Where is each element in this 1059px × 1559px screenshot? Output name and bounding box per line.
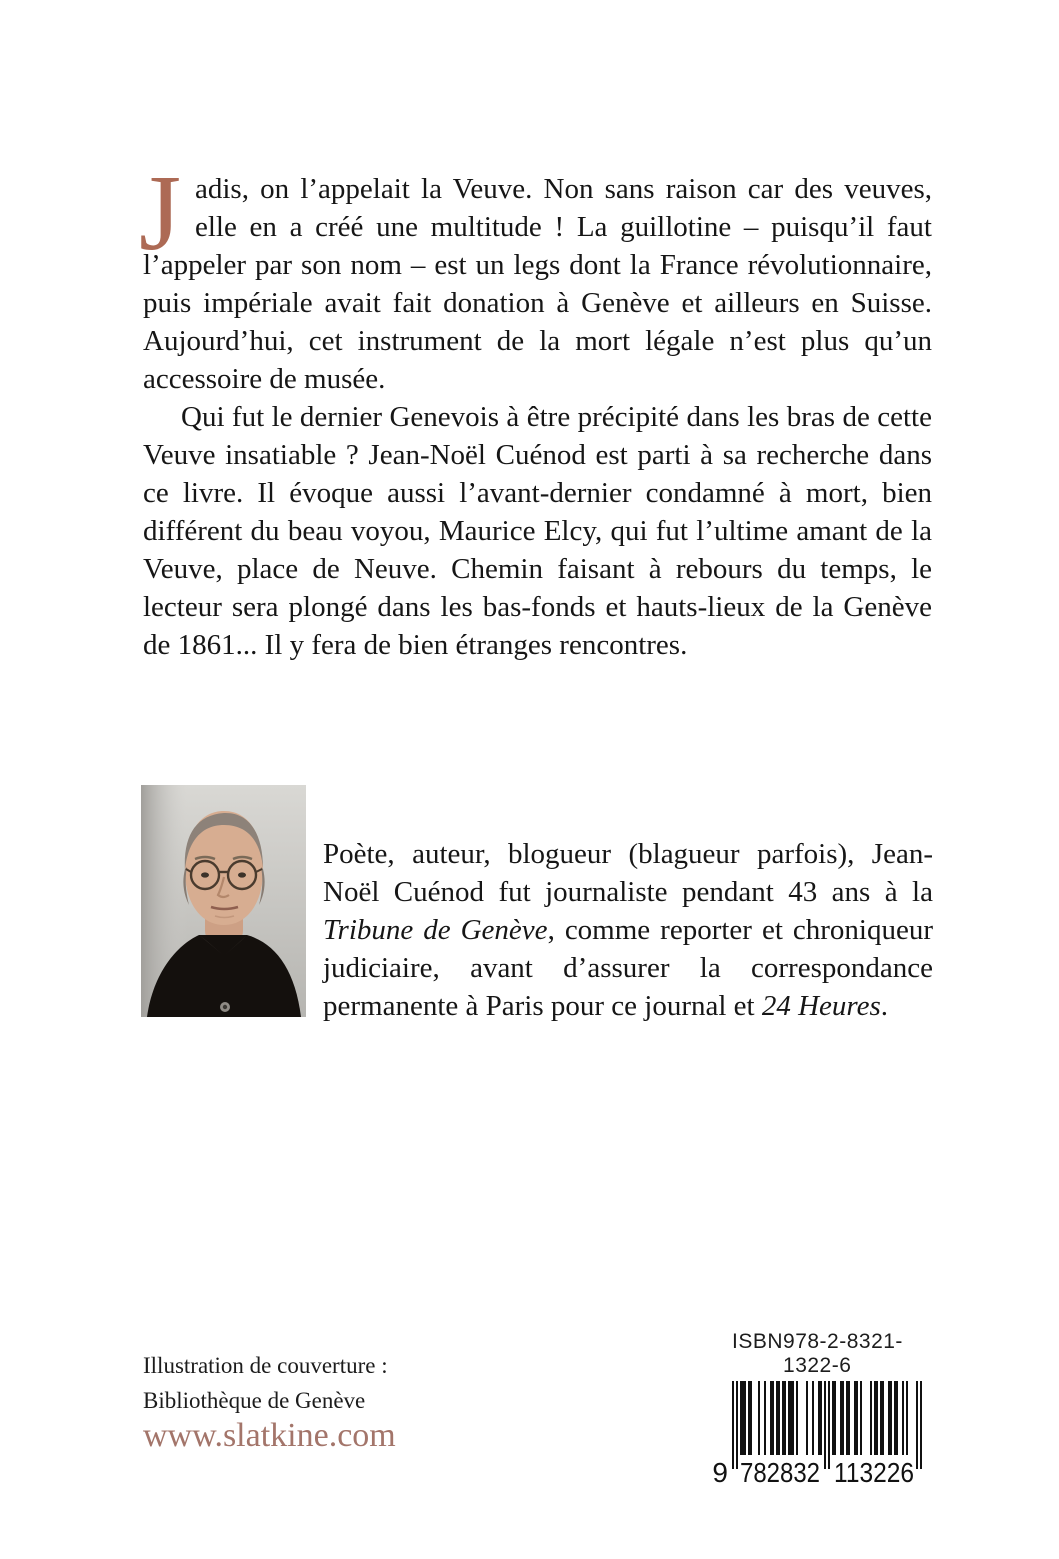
svg-text:9: 9 <box>712 1457 728 1487</box>
bio-italic-tribune: Tribune de Genève <box>323 914 548 946</box>
bio-text: Poète, auteur, blogueur (blagueur parfois), Jean-Noël Cuénod fut journaliste pendant 43 ans à la <box>323 838 933 908</box>
ean13-barcode <box>708 1381 930 1487</box>
isbn-row <box>732 1330 924 1378</box>
isbn-label: ISBN <box>732 1330 784 1353</box>
bio-text-2: , comme reporter et chroniqueur judiciaire, avant d’assurer la correspondance permanente à Paris pour ce journal et <box>323 914 933 1022</box>
author-section <box>141 785 933 1025</box>
cover-credit-line1: Illustration de couverture : <box>143 1353 388 1378</box>
isbn-number: 978-2-8321-1322-6 <box>783 1330 903 1377</box>
synopsis-block <box>139 154 932 664</box>
synopsis-paragraph-1-text: adis, on l’appelait la Veuve. Non sans raison car des veuves, elle en a créé une multitude ! La guillotine – puisqu’il faut l’appeler par son nom – est un legs dont la France révolutionnaire, puis impériale avait fait donation à Genève et ailleurs en Suisse. Aujourd’hui, cet instrument de la mort légale n’est plus qu’un accessoire de musée. <box>143 173 932 395</box>
synopsis-paragraph-2: Qui fut le dernier Genevois à être précipité dans les bras de cette Veuve insatiable ? Jean-Noël Cuénod est parti à sa recherche dans ce livre. Il évoque aussi l’avant-dernier condamné à mort, bien différent du beau voyou, Maurice Elcy, qui fut l’ultime amant de la Veuve, place de Neuve. Chemin faisant à rebours du temps, le lecteur sera plongé dans les bas-fonds et hauts-lieux de la Genève de 1861... Il y fera de bien étranges rencontres. <box>143 401 932 661</box>
bio-italic-24heures: 24 Heures <box>761 990 881 1022</box>
svg-text:113226: 113226 <box>834 1457 914 1487</box>
author-photo <box>141 785 306 1017</box>
drop-cap-letter: J <box>139 154 182 273</box>
publisher-website-url: www.slatkine.com <box>143 1417 396 1454</box>
bio-text-3: . <box>880 990 889 1022</box>
cover-credit <box>143 1348 388 1418</box>
synopsis-paragraph-1 <box>139 154 932 398</box>
cover-credit-line2: Bibliothèque de Genève <box>143 1388 366 1413</box>
author-bio <box>323 785 933 1025</box>
svg-text:782832: 782832 <box>740 1457 820 1487</box>
isbn-block <box>708 1330 930 1487</box>
